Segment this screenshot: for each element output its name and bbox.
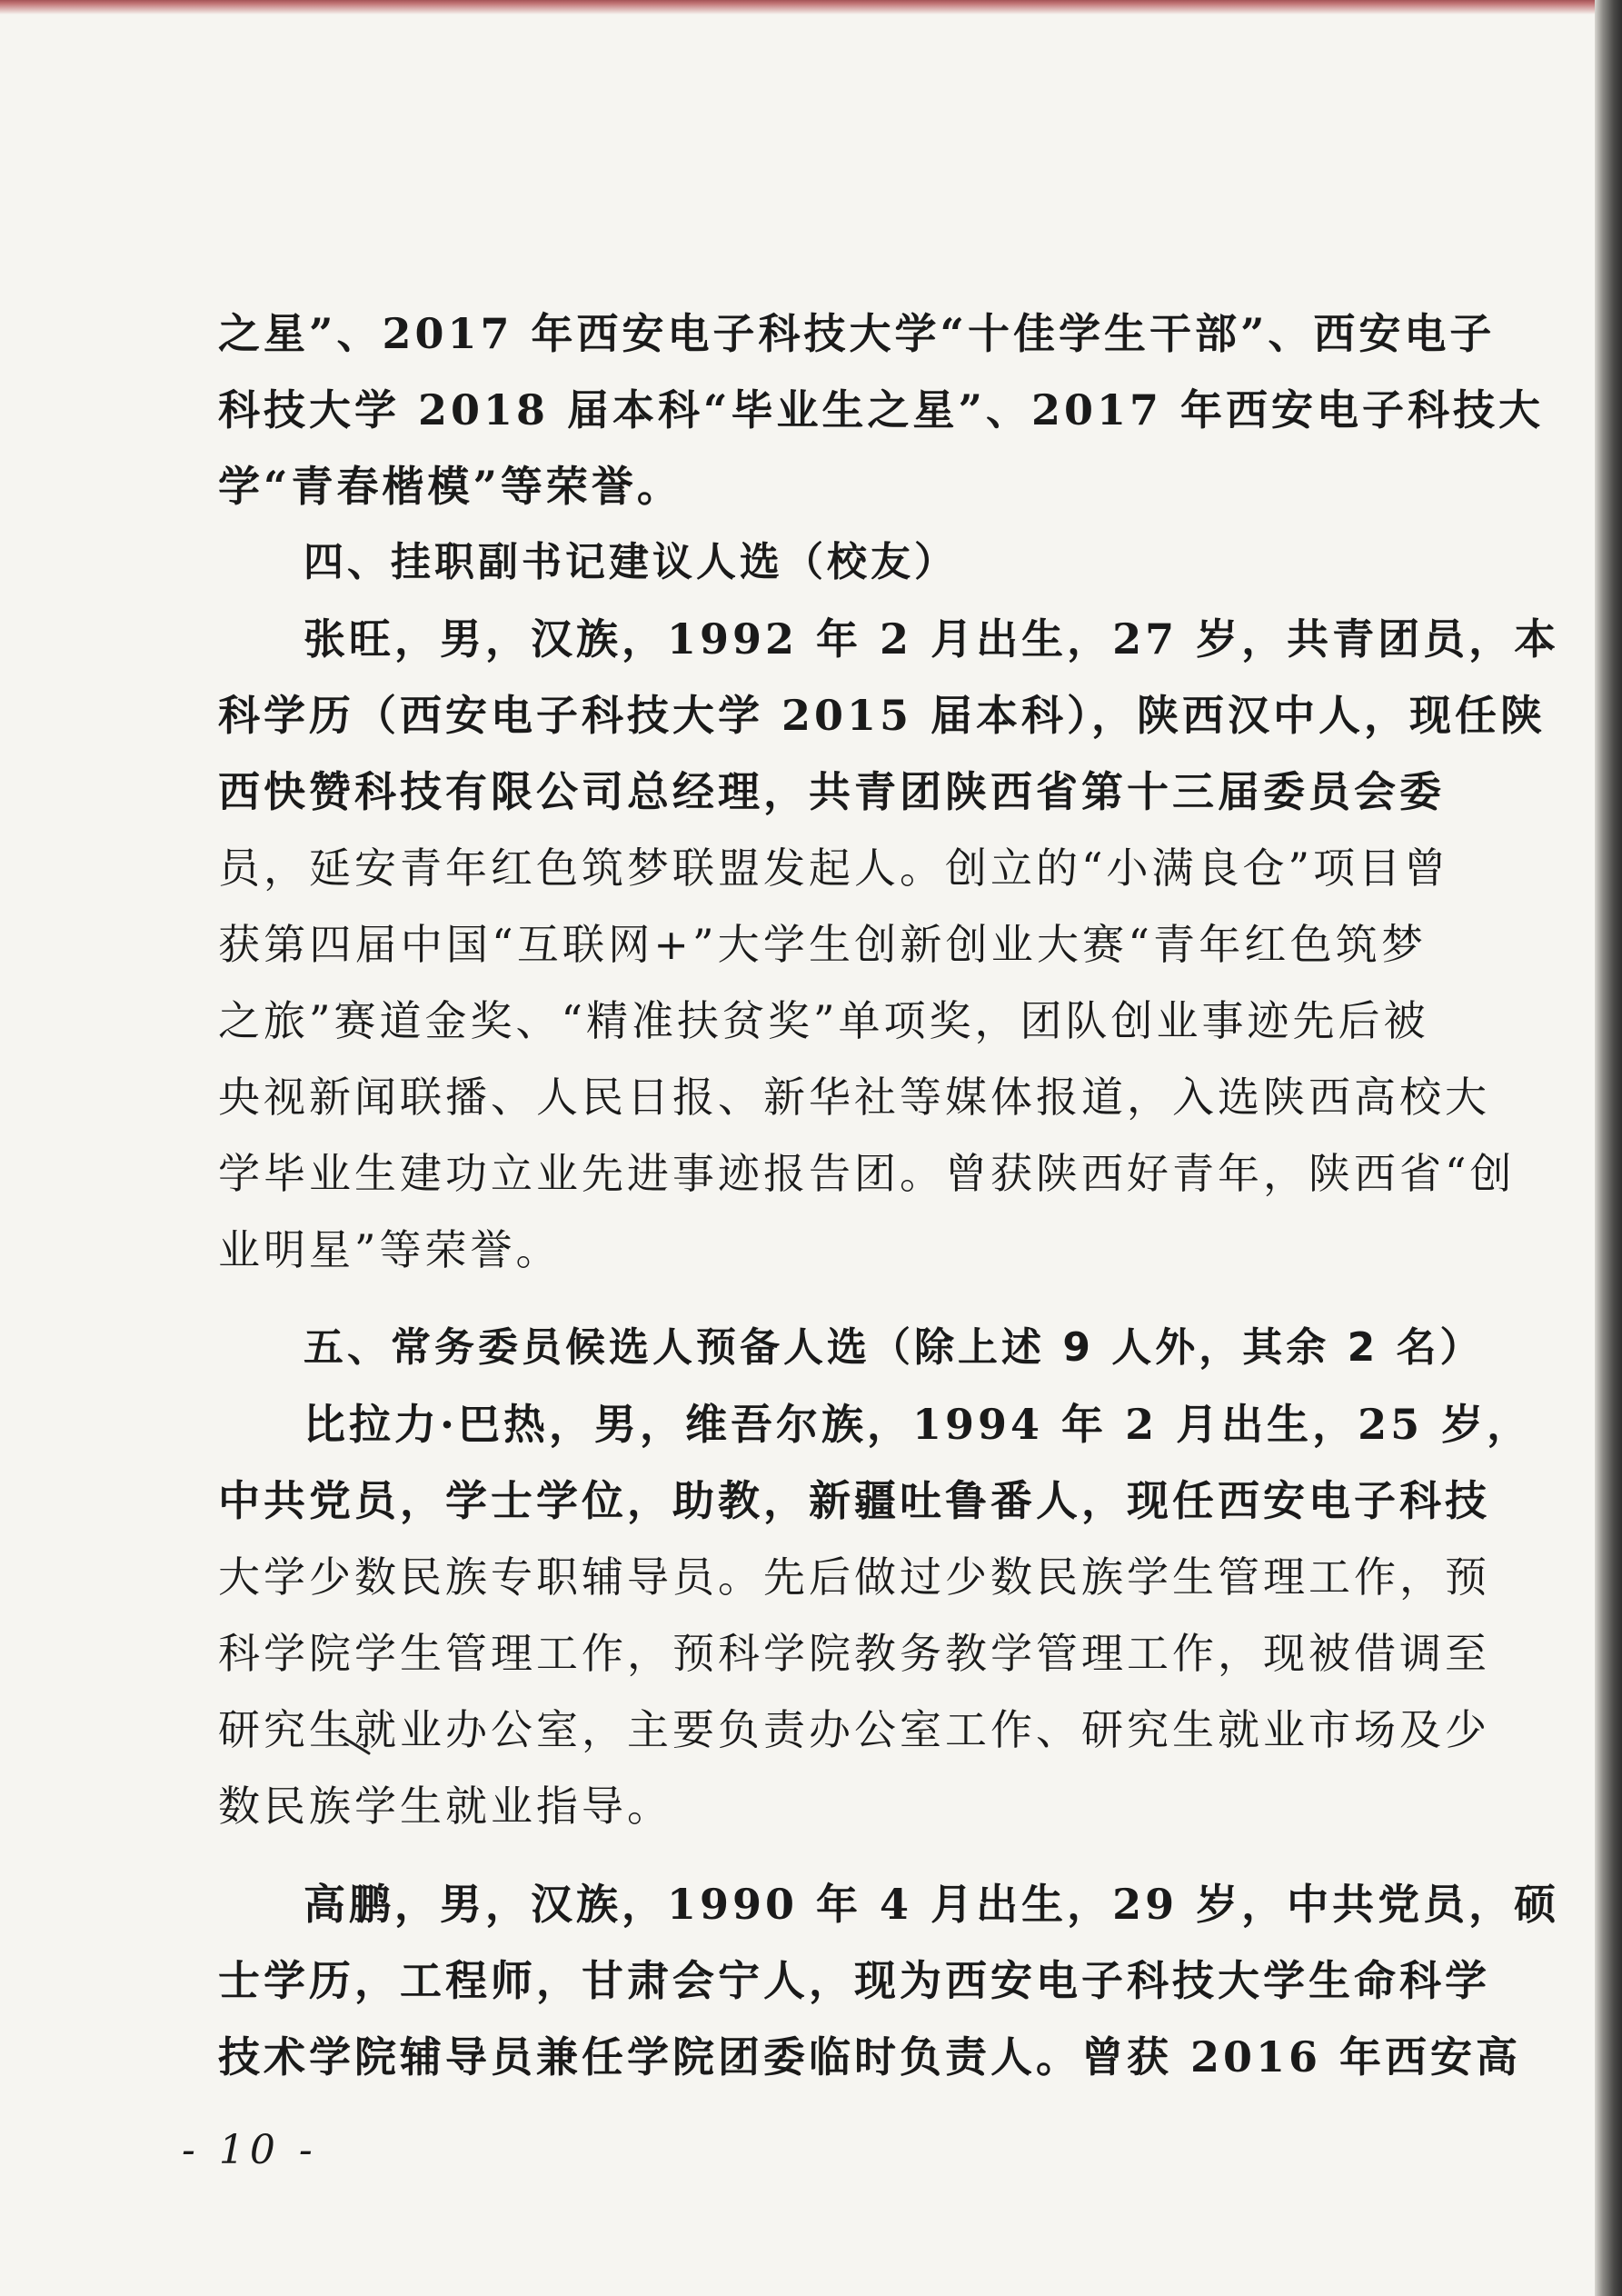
body-line: 之旅”赛道金奖、“精准扶贫奖”单项奖，团队创业事迹先后被 <box>218 996 1429 1045</box>
body-line: 科学院学生管理工作，预科学院教务教学管理工作，现被借调至 <box>218 1629 1490 1678</box>
body-line: 科技大学 2018 届本科“毕业生之星”、2017 年西安电子科技大 <box>218 385 1545 434</box>
body-line: 科学历（西安电子科技大学 2015 届本科），陕西汉中人，现任陕 <box>218 691 1547 740</box>
page-top-edge <box>0 0 1601 15</box>
body-line: 央视新闻联播、人民日报、新华社等媒体报道，入选陕西高校大 <box>218 1073 1490 1122</box>
pen-stroke-mark <box>338 1732 374 1757</box>
scan-edge-shadow <box>1595 0 1622 2296</box>
body-line: 获第四届中国“互联网+”大学生创新创业大赛“青年红色筑梦 <box>218 920 1427 969</box>
section-heading: 五、常务委员候选人预备人选（除上述 9 人外，其余 2 名） <box>304 1324 1484 1371</box>
body-line: 中共党员，学士学位，助教，新疆吐鲁番人，现任西安电子科技 <box>218 1476 1490 1525</box>
body-line: 之星”、2017 年西安电子科技大学“十佳学生干部”、西安电子 <box>218 309 1496 358</box>
body-line: 比拉力·巴热，男，维吾尔族，1994 年 2 月出生，25 岁， <box>304 1400 1533 1449</box>
body-line: 西快赞科技有限公司总经理，共青团陕西省第十三届委员会委 <box>218 767 1445 816</box>
body-line: 高鹏，男，汉族，1990 年 4 月出生，29 岁，中共党员，硕 <box>304 1880 1560 1929</box>
body-line: 业明星”等荣誉。 <box>218 1225 562 1274</box>
body-line: 学“青春楷模”等荣誉。 <box>218 462 682 511</box>
body-line: 研究生就业办公室，主要负责办公室工作、研究生就业市场及少 <box>218 1705 1490 1754</box>
body-line: 士学历，工程师，甘肃会宁人，现为西安电子科技大学生命科学 <box>218 1956 1490 2005</box>
page-number: - 10 - <box>182 2127 318 2173</box>
body-line: 员，延安青年红色筑梦联盟发起人。创立的“小满良仓”项目曾 <box>218 844 1450 893</box>
body-line: 技术学院辅导员兼任学院团委临时负责人。曾获 2016 年西安高 <box>218 2032 1522 2081</box>
body-line: 张旺，男，汉族，1992 年 2 月出生，27 岁，共青团员，本 <box>304 614 1560 664</box>
document-body <box>218 295 1560 2095</box>
body-line: 大学少数民族专职辅导员。先后做过少数民族学生管理工作，预 <box>218 1552 1490 1602</box>
body-line: 学毕业生建功立业先进事迹报告团。曾获陕西好青年，陕西省“创 <box>218 1149 1516 1198</box>
body-line: 数民族学生就业指导。 <box>218 1782 672 1831</box>
section-heading: 四、挂职副书记建议人选（校友） <box>304 539 958 585</box>
